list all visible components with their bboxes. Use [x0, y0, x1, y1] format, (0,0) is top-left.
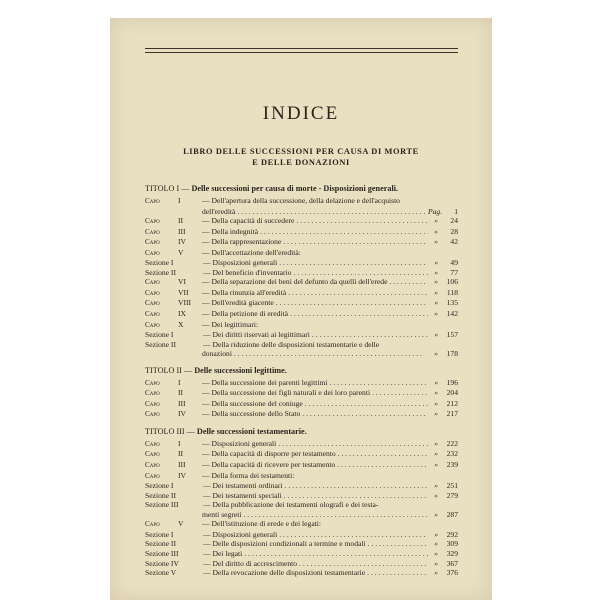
entry-text-label: — Dei legittimari: — [202, 319, 259, 329]
entry-page-number: 157 — [446, 330, 458, 340]
entry-text-label: donazioni — [202, 349, 232, 359]
entry-division: Capo — [145, 410, 160, 419]
entry-text-label: — Del diritto di accrescimento — [203, 558, 298, 568]
entry-text — [202, 388, 428, 398]
entry-number: I — [178, 196, 181, 205]
entry-page-number: 329 — [446, 548, 458, 558]
entry-text — [203, 340, 428, 350]
entry-page-mark: » — [434, 226, 438, 236]
table-of-contents — [145, 184, 458, 578]
entry-page-mark: » — [434, 529, 438, 539]
entry-text-label: — Delle disposizioni condizionali a termine e modali — [203, 539, 366, 549]
entry-number: II — [178, 388, 184, 398]
entry-text-label: — Della forma dei testamenti: — [202, 470, 295, 480]
entry-page-number: 77 — [450, 267, 458, 277]
entry-number: IV — [178, 470, 187, 480]
entry-text-label: menti segreti — [202, 509, 242, 519]
entry-division: Capo — [145, 520, 160, 529]
entry-text-label: — Della revocazione delle disposizioni testamentarie — [203, 568, 366, 578]
book-subtitle-line-2: E DELLE DONAZIONI — [252, 158, 350, 167]
entry-text-label: — Della successione dei figli naturali e dei loro parenti — [202, 388, 371, 398]
entry-number: I — [178, 438, 181, 448]
entry-division: Capo — [145, 461, 160, 470]
entry-division: Sezione I — [145, 529, 174, 539]
entry-page-number: 1 — [454, 206, 458, 216]
entry-page-mark: » — [434, 539, 438, 549]
entry-page-mark: » — [434, 558, 438, 568]
entry-page-mark: » — [434, 287, 438, 297]
entry-division: Sezione V — [145, 568, 177, 578]
entry-division: Capo — [145, 439, 160, 448]
entry-page-number: 142 — [446, 309, 458, 319]
entry-number: VIII — [178, 298, 192, 308]
toc-entry — [145, 349, 458, 359]
toc-entry — [145, 248, 458, 259]
entry-page-mark: » — [434, 277, 438, 287]
section-gap — [145, 359, 458, 366]
titolo-name: Delle successioni testamentarie. — [196, 426, 307, 436]
titolo-number: TITOLO II — — [145, 365, 195, 375]
entry-text — [202, 237, 428, 247]
entry-division: Sezione I — [145, 258, 174, 268]
index-heading: INDICE — [262, 103, 340, 124]
entry-text-label: — Della indegnità — [202, 226, 259, 236]
entry-page-number: 367 — [446, 558, 458, 568]
entry-text-label: — Della pubblicazione dei testamenti olografi e dei testa- — [203, 500, 379, 510]
entry-page-mark: » — [434, 267, 438, 277]
entry-page-mark: » — [434, 449, 438, 459]
entry-page-number: 118 — [446, 287, 458, 297]
toc-entry — [145, 258, 458, 268]
titolo-number: TITOLO I — — [145, 184, 192, 193]
toc-entry — [145, 196, 458, 207]
entry-page-mark: » — [434, 481, 438, 491]
entry-page-number: 204 — [446, 388, 458, 398]
entry-page-number: 239 — [446, 460, 458, 470]
toc-entry — [145, 216, 458, 227]
entry-text — [203, 330, 428, 340]
entry-division: Sezione II — [145, 490, 176, 500]
entry-text — [202, 227, 428, 237]
entry-text — [202, 471, 428, 481]
entry-text-label: — Della separazione dei beni del defunto da quelli dell'erede — [202, 277, 388, 287]
entry-page-mark: » — [434, 509, 438, 519]
entry-text — [203, 539, 428, 549]
entry-text-label: — Della capacità di succedere — [202, 216, 295, 226]
toc-entry — [145, 330, 458, 340]
entry-text — [202, 439, 428, 449]
entry-page-number: 135 — [446, 298, 458, 308]
entry-division: Capo — [145, 299, 160, 308]
entry-text — [145, 510, 428, 520]
entry-page-mark: » — [434, 568, 438, 578]
entry-text — [145, 349, 428, 359]
entry-division: Capo — [145, 378, 160, 387]
entry-number: II — [178, 449, 184, 459]
entry-page-number: 106 — [446, 277, 458, 287]
entry-page-number: 178 — [446, 349, 458, 359]
entry-number: VI — [178, 277, 187, 287]
toc-entry — [145, 510, 458, 520]
entry-division: Capo — [145, 197, 160, 205]
entry-text — [202, 309, 428, 319]
entry-division: Capo — [145, 389, 160, 398]
entry-text — [202, 248, 428, 258]
entry-text — [202, 277, 428, 287]
entry-text-label: — Della successione dei parenti legittimi — [202, 377, 328, 387]
toc-entry — [145, 409, 458, 420]
entry-page-mark: » — [434, 258, 438, 268]
titolo-name: Delle successioni legittime. — [194, 365, 287, 375]
entry-page-mark: » — [434, 377, 438, 387]
entry-division: Capo — [145, 217, 160, 226]
toc-entry — [145, 530, 458, 540]
entry-page-mark: » — [434, 309, 438, 319]
entry-page-mark: » — [434, 237, 438, 247]
entry-page-mark: » — [434, 298, 438, 308]
entry-division: Capo — [145, 248, 160, 257]
toc-entry — [145, 388, 458, 399]
entry-page-mark: » — [434, 460, 438, 470]
entry-division: Sezione II — [145, 539, 176, 549]
entry-text — [202, 288, 428, 298]
entry-division: Capo — [145, 320, 160, 329]
entry-number: III — [178, 460, 186, 470]
entry-division: Capo — [145, 227, 160, 236]
entry-text — [202, 320, 428, 330]
entry-text-label: dell'eredità — [202, 206, 236, 216]
toc-entry — [145, 340, 458, 350]
entry-division: Capo — [145, 471, 160, 480]
entry-division: Capo — [145, 399, 160, 408]
entry-division: Sezione II — [145, 267, 176, 277]
toc-entry — [145, 227, 458, 238]
toc-entry — [145, 207, 458, 217]
entry-text — [202, 449, 428, 459]
entry-page-number: 42 — [450, 237, 458, 247]
titolo-name: Delle successioni per causa di morte - Disposizioni generali. — [191, 184, 399, 193]
entry-text — [203, 500, 428, 510]
entry-number: II — [178, 216, 184, 226]
toc-entry — [145, 549, 458, 559]
entry-text-label: — Dell'eredità giacente — [202, 298, 274, 308]
entry-text-label: — Della rinunzia all'eredità — [202, 287, 287, 297]
entry-division: Capo — [145, 288, 160, 297]
entry-text — [202, 196, 428, 206]
entry-page-number: 292 — [446, 529, 458, 539]
entry-page-mark: » — [434, 216, 438, 226]
toc-entry — [145, 481, 458, 491]
entry-page-number: 217 — [446, 409, 458, 419]
toc-entry — [145, 568, 458, 578]
entry-page-number: 279 — [446, 490, 458, 500]
entry-page-number: 28 — [450, 226, 458, 236]
top-rule — [145, 48, 458, 49]
entry-text — [203, 559, 428, 569]
entry-division: Sezione III — [145, 500, 179, 510]
section-gap — [145, 420, 458, 427]
entry-page-mark: » — [434, 409, 438, 419]
toc-entry — [145, 439, 458, 450]
entry-page-number: 24 — [450, 216, 458, 226]
entry-number: IX — [178, 309, 187, 319]
entry-page-number: 49 — [450, 258, 458, 268]
entry-text-label: — Dell'apertura della successione, della delazione e dell'acquisto — [202, 196, 400, 205]
toc-entry — [145, 471, 458, 482]
entry-text-label: — Dei diritti riservati ai legittimari — [203, 330, 310, 340]
entry-text-label: — Dell'accettazione dell'eredità: — [202, 247, 301, 257]
toc-entry — [145, 449, 458, 460]
entry-text — [202, 298, 428, 308]
entry-page-mark: » — [434, 349, 438, 359]
entry-page-number: 309 — [446, 539, 458, 549]
toc-entry — [145, 320, 458, 331]
entry-division: Sezione IV — [145, 558, 179, 568]
toc-entry — [145, 237, 458, 248]
toc-entry — [145, 309, 458, 320]
entry-text — [203, 491, 428, 501]
entry-page-mark: » — [434, 330, 438, 340]
entry-text-label: — Dei testamenti speciali — [203, 490, 282, 500]
entry-number: III — [178, 226, 186, 236]
entry-text — [203, 549, 428, 559]
entry-division: Sezione III — [145, 548, 179, 558]
titolo-heading — [145, 427, 458, 437]
entry-text — [202, 460, 428, 470]
entry-text — [202, 519, 428, 529]
entry-number: III — [178, 398, 186, 408]
entry-page-number: 287 — [446, 509, 458, 519]
entry-text-label: — Della petizione di eredità — [202, 309, 289, 319]
entry-page-mark: » — [434, 490, 438, 500]
entry-page-number: 196 — [446, 377, 458, 387]
titolo-heading — [145, 184, 458, 194]
entry-text — [203, 258, 428, 268]
entry-number: V — [178, 519, 184, 529]
titolo-heading — [145, 366, 458, 376]
titolo-number: TITOLO III — — [145, 426, 197, 436]
entry-page-number: 222 — [446, 438, 458, 448]
entry-division: Capo — [145, 238, 160, 247]
entry-text-label: — Dell'istituzione di erede e dei legati: — [202, 519, 322, 529]
toc-entry — [145, 559, 458, 569]
entry-number: IV — [178, 409, 187, 419]
entry-page-mark: » — [434, 548, 438, 558]
entry-text-label: — Della riduzione delle disposizioni testamentarie e delle — [203, 339, 380, 349]
toc-entry — [145, 491, 458, 501]
entry-text-label: — Dei legati — [203, 548, 243, 558]
entry-text-label: — Della rappresentazione — [202, 237, 282, 247]
entry-division: Sezione I — [145, 481, 174, 491]
entry-number: V — [178, 247, 184, 257]
entry-text — [203, 268, 428, 278]
toc-entry — [145, 460, 458, 471]
entry-text — [202, 378, 428, 388]
toc-entry — [145, 378, 458, 389]
entry-text-label: — Della successione dello Stato — [202, 409, 301, 419]
entry-text — [202, 216, 428, 226]
entry-page-mark: » — [434, 388, 438, 398]
entry-text — [145, 207, 428, 217]
top-rule-double — [145, 52, 458, 53]
entry-division: Sezione II — [145, 339, 176, 349]
toc-entry — [145, 500, 458, 510]
entry-text-label: — Dei testamenti ordinari — [203, 481, 283, 491]
entry-number: IV — [178, 237, 187, 247]
entry-page-number: 376 — [446, 568, 458, 578]
entry-text-label: — Della capacità di ricevere per testamento — [202, 460, 336, 470]
entry-division: Capo — [145, 278, 160, 287]
entry-text-label: — Del beneficio d'inventario — [203, 267, 292, 277]
entry-page-mark: Pag. — [428, 206, 443, 216]
entry-division: Sezione I — [145, 330, 174, 340]
entry-text — [203, 481, 428, 491]
toc-entry — [145, 539, 458, 549]
entry-page-number: 251 — [446, 481, 458, 491]
toc-entry — [145, 277, 458, 288]
entry-number: X — [178, 319, 184, 329]
book-subtitle-line-1: LIBRO DELLE SUCCESSIONI PER CAUSA DI MORTE — [183, 147, 419, 156]
entry-text — [203, 568, 428, 578]
entry-page-number: 212 — [446, 398, 458, 408]
toc-entry — [145, 288, 458, 299]
entry-page-mark: » — [434, 438, 438, 448]
entry-text-label: — Della capacità di disporre per testamento — [202, 449, 336, 459]
entry-page-mark: » — [434, 398, 438, 408]
entry-number: I — [178, 377, 181, 387]
entry-division: Capo — [145, 450, 160, 459]
entry-text — [202, 409, 428, 419]
toc-entry — [145, 399, 458, 410]
toc-entry — [145, 519, 458, 530]
entry-text-label: — Della successione del coniuge — [202, 398, 303, 408]
entry-text — [203, 530, 428, 540]
entry-text-label: — Disposizioni generali — [203, 258, 278, 268]
entry-page-number: 232 — [446, 449, 458, 459]
toc-entry — [145, 268, 458, 278]
entry-text — [202, 399, 428, 409]
entry-text-label: — Disposizioni generali — [202, 438, 277, 448]
toc-entry — [145, 298, 458, 309]
entry-text-label: — Disposizioni generali — [203, 529, 278, 539]
entry-division: Capo — [145, 310, 160, 319]
entry-number: VII — [178, 287, 189, 297]
